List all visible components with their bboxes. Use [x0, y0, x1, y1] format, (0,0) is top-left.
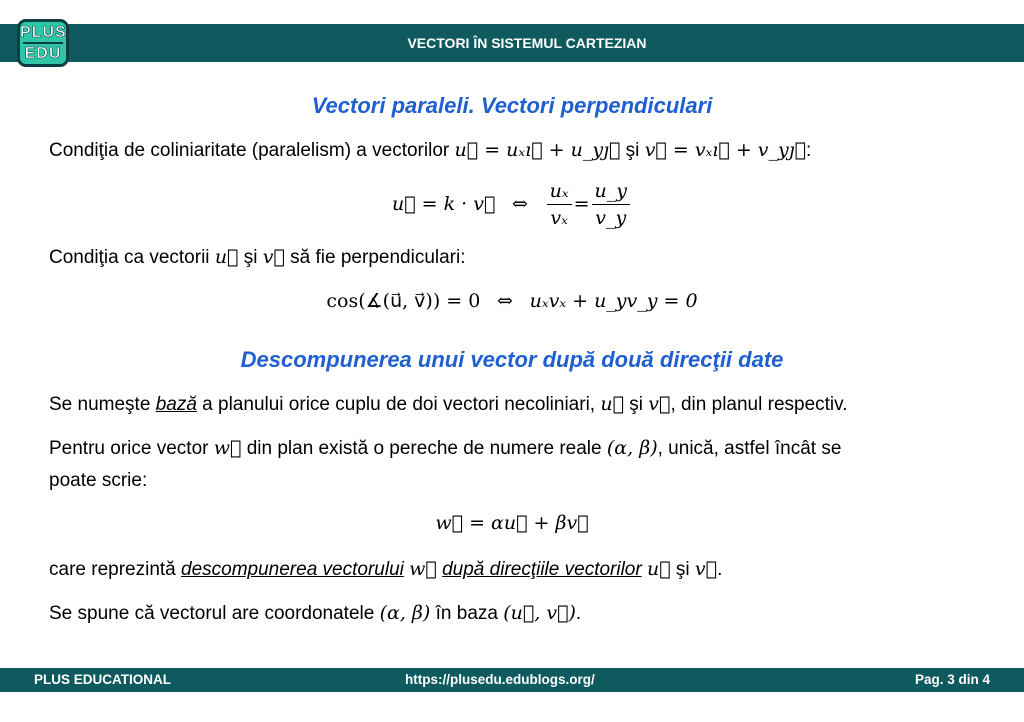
fraction-denominator: v_y: [595, 207, 627, 229]
logo-text-top: PLUS: [20, 24, 67, 41]
fraction-ux-vx: [547, 180, 572, 229]
vector-u: u⃗: [646, 558, 671, 580]
decomposition-paragraph-line2: poate scrie:: [49, 470, 148, 491]
coordinates-paragraph: [49, 601, 581, 626]
vector-v: v⃗: [648, 393, 671, 415]
perp-eq-left: cos(∡(u⃗, v⃗)) = 0: [326, 290, 481, 312]
footer-brand: PLUS EDUCATIONAL: [34, 672, 171, 687]
decomposition-paragraph-line1: [49, 436, 841, 461]
perpendicular-paragraph: [49, 245, 466, 270]
v-definition: v⃗ = vₓı⃗ + v_yȷ⃗: [644, 139, 807, 161]
perp-text-end: să fie perpendiculari:: [290, 247, 466, 268]
basis-text-start: Se numeşte: [49, 394, 151, 415]
decomp-text-start: Pentru orice vector: [49, 438, 209, 459]
vector-u: u⃗: [214, 246, 239, 268]
header-bar: [0, 24, 1024, 62]
basis-pair: (u⃗, v⃗): [503, 602, 576, 624]
vector-w: w⃗: [409, 558, 437, 580]
and-word: şi: [629, 394, 644, 415]
period: .: [575, 603, 582, 624]
basis-definition-paragraph: [49, 392, 848, 417]
term-vector-decomposition: descompunerea vectorului: [181, 559, 404, 580]
coords-text-start: Se spune că vectorul are coordonatele: [49, 603, 375, 624]
parallel-eq-left: u⃗ = k · v⃗: [391, 192, 496, 215]
collinearity-paragraph: [49, 138, 811, 163]
vector-u: u⃗: [600, 393, 624, 415]
basis-text-middle: a planului orice cuplu de doi vectori necoliniari,: [202, 394, 596, 415]
section-heading-decomposition: Descompunerea unui vector după două direcţii date: [240, 347, 784, 372]
period: .: [717, 559, 723, 580]
coords-text-middle: în baza: [435, 603, 498, 624]
perp-text-start: Condiţia ca vectorii: [49, 247, 210, 268]
decomp-text-middle: din plan există o pereche de numere reale: [246, 438, 602, 459]
collinearity-text: Condiţia de coliniaritate (paralelism) a vectorilor: [49, 140, 450, 161]
real-pair: (α, β): [606, 437, 658, 459]
perpendicular-equation: [0, 290, 1024, 313]
decomp-text-end: , unică, astfel încât se: [657, 438, 842, 459]
term-along-directions: după direcţiile vectorilor: [442, 559, 642, 580]
footer-bar: [0, 668, 1024, 692]
fraction-uy-vy: [592, 180, 630, 229]
vector-w: w⃗: [213, 437, 242, 459]
perp-eq-right: uₓvₓ + u_yv_y = 0: [529, 290, 698, 312]
parallel-equation: u⃗ = k · v⃗ ⇔ $\frac{\text{uₓ}}{\text{vₓ}}$ = $\frac{u\_y}{v\_y}$: [0, 180, 1024, 229]
coordinate-pair: (α, β): [379, 602, 431, 624]
and-word: şi: [625, 140, 640, 161]
meaning-text-start: care reprezintă: [49, 559, 176, 580]
page-number: Pag. 3 din 4: [914, 672, 990, 687]
iff-symbol: ⇔: [497, 290, 513, 312]
section-heading-parallel-perpendicular: Vectori paraleli. Vectori perpendiculari: [311, 93, 713, 118]
and-word: şi: [243, 247, 258, 268]
logo-text-bottom: EDU: [23, 42, 63, 63]
iff-symbol: ⇔: [512, 192, 528, 215]
fraction-denominator: vₓ: [550, 207, 568, 229]
footer-link[interactable]: https://plusedu.edublogs.org/: [405, 672, 595, 687]
and-word: şi: [675, 559, 690, 580]
decomp-eq: w⃗ = αu⃗ + βv⃗: [435, 512, 589, 534]
plusedu-logo: [17, 19, 69, 67]
fraction-numerator: u_y: [592, 180, 630, 205]
u-definition: u⃗ = uₓı⃗ + u_yȷ⃗: [454, 139, 621, 161]
vector-v: v⃗: [694, 558, 718, 580]
decomposition-equation: [0, 512, 1024, 535]
page-title: VECTORI ÎN SISTEMUL CARTEZIAN: [407, 35, 647, 51]
decomposition-meaning-paragraph: [49, 557, 722, 582]
colon: :: [806, 140, 812, 161]
basis-text-end: , din planul respectiv.: [670, 394, 848, 415]
fraction-numerator: uₓ: [547, 180, 572, 205]
vector-v: v⃗: [262, 246, 285, 268]
term-basis: bază: [155, 394, 197, 415]
